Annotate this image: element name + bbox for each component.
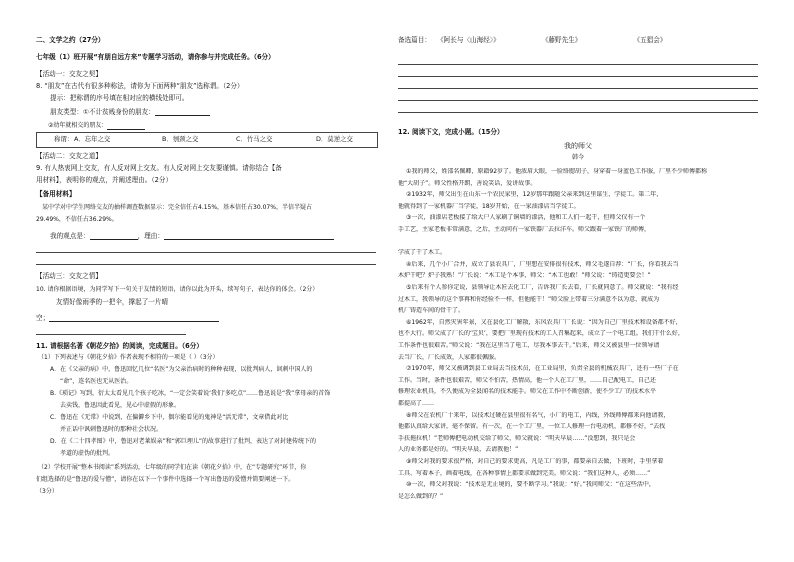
material-title: 【备用材料】 [36,190,76,198]
activity1-title: 【活动一：交友之契】 [36,70,102,78]
answer-line-r3[interactable] [398,88,758,89]
q10-sentence: 友情好像雨季的一把伞，撑起了一片晴 [56,298,169,306]
answer-line-r4[interactable] [398,100,758,101]
q10-blank-1[interactable] [49,314,219,322]
answer-line-r5[interactable] [398,112,758,113]
article-line: 都提高了…… [398,400,435,407]
q8-row1-label: 朋友类型：①不计贫贱身份的朋友： [50,108,155,116]
article-line: 工作。当时，条件也很艰苦，师父不怕苦，热情高，他一个人在工厂里，……自己配电工，自己还 [398,376,657,384]
question-9-line1: 9. 有人热衷网上交友，有人反对网上交友。有人反对网上交友要谨慎。请你结合【备 [36,164,282,172]
q9-reason-label: ，理由： [137,232,164,240]
article-line: 工作条件也很艰苦。”师父说：“我在这里当了电工，尽我本事去干。”后来，师父又被县里一位领导请 [398,342,660,349]
question-8: 8. “朋友”在古代有很多种称法，请你为下面两种“朋友”选称谓。（2分） [36,82,244,90]
section-title: 二、文学之约（27分） [36,36,105,44]
answer-line-r2[interactable] [398,76,758,77]
q11-option-c1: C．鲁迅在《无常》中说到，在偏僻乡下中，偶尔能看见的鬼神是“活无常”，文章借此对比 [50,414,289,421]
activity3-title: 【活动三：交友之情】 [36,272,102,280]
option-text-1: 《阿长与〈山海经〉》 [437,36,500,44]
q8-blank-2[interactable] [107,122,145,130]
material-line2: 29.49%，不信任占36.29%。 [36,216,118,223]
q8-row2-label: ②幼年就相交的朋友： [48,122,108,129]
q11-option-d1: D．在《二十四孝图》中，鲁迅对老莱娱亲”和“郭巨埋儿”的故事进行了批判，表达了对封建传统下的 [50,438,316,445]
article-line: 木炉干吧？炉子我熟！”厂长说：“木工是个本事，师父：“木工也敢！”师父说：“铸造更要会！” [398,272,651,280]
q11-option-a1: A．在《父亲的病》中，鲁迅回忆几位“名医”为父亲治病时的种种表现，以批判病人，讽刺中国人的 [50,366,313,373]
q11-option-a2: “命”，连名医也无从医治。 [60,378,133,385]
article-line: 修理农业机具，不久便成为全县闻名的技术能手。师父在工作中不断创新，使不少工厂的技术水平 [398,388,657,396]
q8-option-d: D．莫逆之交 [316,135,353,143]
q8-tip: 提示：把称谓的序号填在相对应的横线处即可。 [50,94,189,102]
article-line: 人的业务都是好的。“明天早晨，去请教他！” [398,446,519,454]
q8-options-label: 称谓： [54,135,74,143]
article-line: ③一次，油漆店老板接了给大户人家刷了铜墙的漆活，他和工人们一起干，但师父仅有一个 [406,214,646,222]
article-line: 他“大胡子”。师父性格开朗，善说笑话，爱讲故事。 [398,179,537,187]
q8-blank-1[interactable] [155,108,210,116]
article-line: 也不大行。师父成了厂长的‘宝贝’，要把厂里现有技术的工人召集起来，成立了一个电工组。我们干什么好， [398,330,684,338]
article-title: 我的师父 [564,142,592,150]
option-text-2: 《藤野先生》 [541,36,582,44]
q11-option-b2: 去卖钱，鲁迅因此看见，见心中虚假的形象。 [60,402,181,409]
right-column [398,0,758,562]
article-line: ⑧师父在农机厂十来年，以技术过硬在县里很有名气，小厂的电工，内线，外线师傅都来向他请教， [406,411,670,419]
q11-option-d2: 孝道的虚伪的批判。 [60,450,115,457]
answer-line-r1[interactable] [398,64,758,65]
question-11-title: 11. 请根据名著《朝花夕拾》的阅读，完成题目。（6分） [36,342,203,350]
article-line: 他就得到了一家机器厂当学徒，18岁开始，在一家油漆店当学徒工。 [398,202,580,210]
q8-option-b: B．刎颈之交 [162,135,199,143]
q9-reason-blank[interactable] [164,232,334,240]
optional-texts [398,36,666,44]
options-label: 备选篇目： [398,36,431,44]
article-line: ⑤后来有个人参你定说，县领导让木匠去化工厂，告诉我厂长去看，厂长就同意了。师父就说：“我有经 [406,284,679,291]
article-line: ⑦1970年，师父又被调到县工业局去当技术员，在工业局里，负责全县的机械农具厂，还有一些厂子在 [406,365,679,373]
q9-answer [50,232,334,240]
intro-text: 七年级（1）班开展“有朋自远方来”专题学习活动，请你参与并完成任务。（6分） [36,53,275,61]
article-line: 手扶拖拉机！”老师傅把电动机交给了师父，师父就说：“明天早晨……”没想到，我只是会 [398,434,636,442]
answer-line-2[interactable] [36,264,376,265]
article-line: ④后来，几个小厂合并，成立了县农具厂，厂里想在安排很有技术，师父毛遂自荐：“厂长，你看我去当 [406,260,679,268]
article-line: 去当厂长，厂长成效，人家都很佩服。 [398,353,501,361]
q11-part2-line3: （3分） [36,488,58,495]
question-12-title: 12. 阅读下文，完成小题。（15分） [398,128,504,136]
q11-option-c2: 并正话中讽刺鲁迅时的那种社会状况。 [60,426,163,433]
q9-view-blank[interactable] [90,232,138,240]
q11-part2-line1: （2）学校开展“整本书阅读”系列活动，七年级的同学们在读《朝花夕拾》中，在“专题研究”环节，你 [38,464,307,471]
article-line: ①我的师父，姓邵名佩卿，原籍92岁了。他浓眉大眼，一脸络腮胡子，身穿着一身蓝色工作服，厂里不少师傅都称 [406,168,708,175]
article-line: 机厂铸造车间的骨干了。 [398,307,465,315]
question-10: 10. 请你根据语境，为同学写下一句关于友情的短语，请你以此为开头，续写句子，表达你的体会。（2分） [36,286,319,293]
article-author: 韩今 [571,154,584,161]
q11-part2-line2: 们组选择的是“鲁迅的爱与憎”，请你在以下一个事件中选择一个写出鲁迅的爱憎并简要阐述一下。 [36,476,295,483]
q8-row2 [48,122,145,130]
article-line: ⑥1962年，自然灾害年景，又在县化工厂解散，东风农具厂厂长说：“因为自己厂里技术和设备都不好， [406,318,682,326]
article-line: 他都认真给大家讲，毫不保留。有一次，在一个工厂里，一位工人修理一台电动机，都修不好，“去找 [398,423,666,431]
answer-line-1[interactable] [36,252,376,253]
option-text-3: 《五猖会》 [633,36,667,44]
q11-part1: （1）下列表述与《朝花夕拾》作者表现不相符的一项是（ ）（3分） [38,354,219,361]
q9-view-label: 我的观点是： [50,232,90,240]
activity2-title: 【活动二：交友之道】 [36,152,102,160]
article-line: 学成了干了木工。 [398,249,447,257]
left-column [36,0,376,562]
article-line: 工具、写着本子，画着电线，在各种事情上都要求做到完美。师父说：“我们这种人，必须……” [398,469,651,477]
q8-option-a: A．忘年之交 [74,135,111,143]
q10-sky-label: 空； [36,314,50,322]
material-line1: 某中学对中学生网络交友的抽样调查数据显示：完全信任占4.15%，基本信任占30.07%，半信半疑占 [42,204,312,211]
q8-option-c: C．竹马之交 [236,135,273,143]
q10-continue [36,314,219,322]
article-line: ⑨师父对我的要求很严格，对自己的要求更高，凡是工厂的事，都要亲自去做，下班时，手里拿着 [406,458,664,465]
q10-blank-2[interactable] [36,334,186,335]
question-9-line2: 用材料】，表明你的观点，并阐述理由。（2分） [36,176,173,184]
article-line: ⑩一次，师父对我说：“技术是无止境的，要不断学习。”我说：“好。”我问师父：“在这些活中， [406,481,655,489]
article-line: 手工艺，主家老板非常满意，之后，主动问有一家铁器厂去拉洋车。师父跟着一家铁厂的师傅， [398,226,651,233]
article-line: 过木工，我领导的这个事再和你经验不一样，但他能干！”师父脸上带着三分满意不以为意，就成为 [398,295,660,303]
q11-option-b1: B.《琐记》写到，衍太太看见几个孩子吃冰，“一定会笑着说‘我们’多吃点”……鲁迅说是“我”拿母亲的首饰 [50,390,331,397]
article-line: 是怎么做到的？” [398,492,444,500]
q8-row1 [50,108,210,116]
article-line: ②1932年，师父出生在山东一个农民家里，12岁那年跟随父亲来到这里谋生，学徒工。第二年， [406,191,663,199]
